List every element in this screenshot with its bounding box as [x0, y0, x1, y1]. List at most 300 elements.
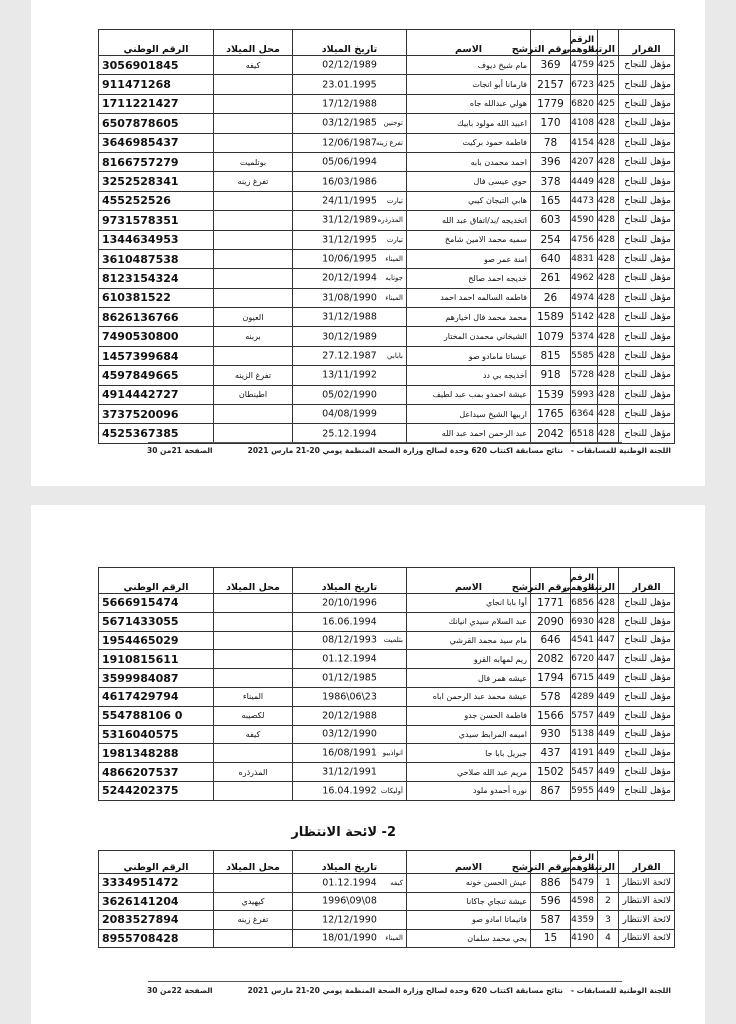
cell-birth-date-value: 01.12.1994	[322, 653, 377, 665]
cell-name: اتخديجه /بد/اتفاق عبد الله	[407, 211, 531, 230]
table-row	[99, 405, 675, 424]
cell-decision: مؤهل للنجاح	[619, 346, 675, 365]
cell-birth-date	[293, 706, 407, 725]
header-decision: القرار	[619, 851, 675, 874]
cell-birth-date-value: 24/11/1995	[322, 195, 377, 207]
cell-name: مريم عبد الله صلاحي	[407, 763, 531, 782]
cell-rank: 425	[598, 75, 619, 94]
cell-birth-date	[293, 327, 407, 346]
table-row	[99, 650, 675, 669]
cell-decision: مؤهل للنجاح	[619, 424, 675, 443]
cell-decision: لائحة الانتظار	[619, 892, 675, 911]
cell-national-id: 7490530800	[99, 327, 214, 346]
footer-title: نتائج مسابقة اكتتاب 620 وحدة لصالح وزارة الصحة المنظمة يومي 20-21 مارس 2021	[247, 446, 563, 455]
cell-virtual-number: 4289	[571, 687, 598, 706]
cell-national-id: 0 554788106	[99, 706, 214, 725]
cell-birth-date	[293, 892, 407, 911]
cell-decision: مؤهل للنجاح	[619, 133, 675, 152]
cell-birth-place	[214, 211, 293, 230]
table-row	[99, 669, 675, 688]
cell-decision: مؤهل للنجاح	[619, 308, 675, 327]
cell-decision: مؤهل للنجاح	[619, 669, 675, 688]
cell-national-id: 911471268	[99, 75, 214, 94]
cell-birth-place	[214, 669, 293, 688]
cell-national-id: 5671433055	[99, 612, 214, 631]
cell-decision: مؤهل للنجاح	[619, 114, 675, 133]
cell-national-id: 5244202375	[99, 781, 214, 800]
cell-birth-place	[214, 133, 293, 152]
cell-decision: مؤهل للنجاح	[619, 781, 675, 800]
cell-birth-place-inline: الميناء	[385, 934, 403, 943]
cell-birth-date	[293, 669, 407, 688]
table-row	[99, 929, 675, 948]
cell-rank: 428	[598, 366, 619, 385]
cell-rank: 428	[598, 172, 619, 191]
cell-birth-date-value: 31/08/1990	[322, 292, 377, 304]
cell-birth-date	[293, 744, 407, 763]
cell-birth-date	[293, 424, 407, 443]
cell-decision: مؤهل للنجاح	[619, 94, 675, 113]
table-row	[99, 612, 675, 631]
table-header-row	[99, 851, 675, 874]
cell-birth-date-value: 05/06/1994	[322, 156, 377, 168]
cell-virtual-number: 5955	[571, 781, 598, 800]
cell-birth-date-value: 05/02/1990	[322, 389, 377, 401]
cell-birth-date-value: 13/11/1992	[322, 369, 377, 381]
cell-name: اعبيد الله مولود بابيك	[407, 114, 531, 133]
cell-name: مام شيخ ديوف	[407, 56, 531, 75]
table-header-row	[99, 568, 675, 594]
cell-birth-date	[293, 75, 407, 94]
cell-decision: مؤهل للنجاح	[619, 650, 675, 669]
cell-birth-date	[293, 385, 407, 404]
footer-organization: اللجنة الوطنية للمسابقات -	[570, 986, 671, 995]
table-row	[99, 56, 675, 75]
header-name: الاسم	[407, 851, 531, 874]
table-row	[99, 763, 675, 782]
table-header-row	[99, 30, 675, 56]
cell-virtual-number: 5457	[571, 763, 598, 782]
cell-birth-place	[214, 612, 293, 631]
cell-name: فاطمة الحسن جدو	[407, 706, 531, 725]
cell-birth-place	[214, 249, 293, 268]
cell-birth-place: بوتلميت	[214, 152, 293, 171]
cell-national-id: 8955708428	[99, 929, 214, 948]
cell-birth-date-value: 03/12/1985	[322, 117, 377, 129]
cell-birth-place	[214, 405, 293, 424]
cell-candidate-number: 2042	[531, 424, 571, 443]
cell-virtual-number: 5993	[571, 385, 598, 404]
cell-candidate-number: 396	[531, 152, 571, 171]
cell-national-id: 3626141204	[99, 892, 214, 911]
cell-birth-place-inline: بابابي	[387, 352, 403, 361]
cell-candidate-number: 369	[531, 56, 571, 75]
header-birth-place: محل الميلاد	[214, 851, 293, 874]
cell-birth-place-inline: الميناء	[385, 293, 403, 302]
cell-birth-place-inline: الميناء	[385, 255, 403, 264]
cell-name: خديجه احمد صالح	[407, 269, 531, 288]
table-row	[99, 706, 675, 725]
cell-virtual-number: 4598	[571, 892, 598, 911]
cell-birth-date	[293, 308, 407, 327]
document-page-22	[31, 505, 705, 1024]
header-birth-date: تاريخ الميلاد	[293, 30, 407, 56]
cell-birth-place: اطينطان	[214, 385, 293, 404]
footer-page-number: الصفحة 21من 30	[147, 446, 213, 455]
cell-name: هولي عبدالله جاه	[407, 94, 531, 113]
cell-birth-date	[293, 133, 407, 152]
cell-rank: 428	[598, 594, 619, 613]
cell-decision: لائحة الانتظار	[619, 874, 675, 893]
cell-birth-date-value: 23\06\1986	[322, 691, 377, 703]
cell-virtual-number: 4756	[571, 230, 598, 249]
cell-birth-date	[293, 191, 407, 210]
cell-birth-date-value: 20/12/1988	[322, 710, 377, 722]
cell-rank: 4	[598, 929, 619, 948]
cell-rank: 428	[598, 308, 619, 327]
cell-candidate-number: 918	[531, 366, 571, 385]
cell-birth-place	[214, 929, 293, 948]
cell-birth-date	[293, 114, 407, 133]
cell-candidate-number: 1794	[531, 669, 571, 688]
header-rank: الرتبة	[598, 568, 619, 594]
cell-candidate-number: 2157	[531, 75, 571, 94]
cell-birth-date	[293, 929, 407, 948]
cell-name: جبريل بابا جا	[407, 744, 531, 763]
cell-candidate-number: 378	[531, 172, 571, 191]
cell-name: اربيها الشيخ سيداعل	[407, 405, 531, 424]
footer-divider	[148, 442, 622, 443]
waitlist-table	[98, 850, 675, 948]
cell-decision: مؤهل للنجاح	[619, 75, 675, 94]
cell-virtual-number: 4190	[571, 929, 598, 948]
cell-birth-place: كيفه	[214, 725, 293, 744]
cell-decision: مؤهل للنجاح	[619, 405, 675, 424]
cell-name: فاطمه السالمه احمد احمد	[407, 288, 531, 307]
cell-birth-place: كيهيدي	[214, 892, 293, 911]
cell-decision: مؤهل للنجاح	[619, 706, 675, 725]
cell-birth-place: لكصيبه	[214, 706, 293, 725]
header-name: الاسم	[407, 30, 531, 56]
header-virtual-number: الرقم الوهمي	[571, 568, 598, 594]
cell-candidate-number: 170	[531, 114, 571, 133]
cell-candidate-number: 1589	[531, 308, 571, 327]
table-row	[99, 269, 675, 288]
cell-national-id: 5666915474	[99, 594, 214, 613]
cell-birth-place: العيون	[214, 308, 293, 327]
cell-name: عيشة محمد عبد الرحمن اباه	[407, 687, 531, 706]
cell-decision: مؤهل للنجاح	[619, 172, 675, 191]
cell-virtual-number: 6856	[571, 594, 598, 613]
cell-virtual-number: 4473	[571, 191, 598, 210]
cell-candidate-number: 2090	[531, 612, 571, 631]
cell-rank: 428	[598, 424, 619, 443]
cell-rank: 428	[598, 211, 619, 230]
cell-national-id: 4914442727	[99, 385, 214, 404]
cell-name: أوا بابا انجاي	[407, 594, 531, 613]
cell-rank: 449	[598, 744, 619, 763]
cell-rank: 449	[598, 669, 619, 688]
cell-birth-place	[214, 75, 293, 94]
cell-virtual-number: 6720	[571, 650, 598, 669]
cell-national-id: 4866207537	[99, 763, 214, 782]
cell-decision: مؤهل للنجاح	[619, 725, 675, 744]
cell-candidate-number: 1539	[531, 385, 571, 404]
cell-birth-place	[214, 874, 293, 893]
header-candidate-number: رقم الترشح	[531, 30, 571, 56]
cell-birth-place	[214, 650, 293, 669]
cell-virtual-number: 4831	[571, 249, 598, 268]
cell-birth-date	[293, 366, 407, 385]
header-national-id: الرقم الوطني	[99, 30, 214, 56]
cell-birth-date-value: 17/12/1988	[322, 98, 377, 110]
cell-virtual-number: 4974	[571, 288, 598, 307]
cell-birth-date	[293, 405, 407, 424]
cell-birth-date	[293, 911, 407, 930]
cell-virtual-number: 4759	[571, 56, 598, 75]
cell-birth-date-value: 23.01.1995	[322, 79, 377, 91]
cell-national-id: 3252528341	[99, 172, 214, 191]
cell-name: بحي محمد سلمان	[407, 929, 531, 948]
cell-name: ريم لمهابه القرو	[407, 650, 531, 669]
cell-birth-date	[293, 230, 407, 249]
cell-birth-date-value: 03/12/1990	[322, 728, 377, 740]
header-rank: الرتبة	[598, 851, 619, 874]
cell-national-id: 5316040575	[99, 725, 214, 744]
cell-virtual-number: 6518	[571, 424, 598, 443]
table-row	[99, 75, 675, 94]
cell-name: فاتيماتا امادو صو	[407, 911, 531, 930]
document-page-21	[31, 0, 705, 486]
cell-birth-place: تفرغ الزينه	[214, 366, 293, 385]
cell-birth-date	[293, 594, 407, 613]
cell-candidate-number: 165	[531, 191, 571, 210]
cell-decision: مؤهل للنجاح	[619, 191, 675, 210]
footer-title: نتائج مسابقة اكتتاب 620 وحدة لصالح وزارة الصحة المنظمة يومي 20-21 مارس 2021	[247, 986, 563, 995]
cell-rank: 428	[598, 405, 619, 424]
cell-rank: 2	[598, 892, 619, 911]
cell-birth-place	[214, 230, 293, 249]
cell-national-id: 455252526	[99, 191, 214, 210]
cell-national-id: 4617429794	[99, 687, 214, 706]
cell-rank: 428	[598, 612, 619, 631]
cell-candidate-number: 603	[531, 211, 571, 230]
cell-virtual-number: 4191	[571, 744, 598, 763]
cell-decision: لائحة الانتظار	[619, 911, 675, 930]
cell-virtual-number: 4359	[571, 911, 598, 930]
cell-virtual-number: 5479	[571, 874, 598, 893]
cell-name: عيش الحسن خونه	[407, 874, 531, 893]
header-virtual-number: الرقم الوهمي	[571, 851, 598, 874]
cell-virtual-number: 5585	[571, 346, 598, 365]
cell-rank: 449	[598, 781, 619, 800]
cell-birth-date-value: 16/08/1991	[322, 747, 377, 759]
cell-national-id: 1981348288	[99, 744, 214, 763]
cell-candidate-number: 587	[531, 911, 571, 930]
table-row	[99, 744, 675, 763]
cell-candidate-number: 1779	[531, 94, 571, 113]
table-row	[99, 781, 675, 800]
cell-birth-date	[293, 288, 407, 307]
cell-birth-date-value: 31/12/1989	[322, 214, 377, 226]
cell-birth-date-value: 01.12.1994	[322, 877, 377, 889]
cell-birth-place	[214, 346, 293, 365]
header-national-id: الرقم الوطني	[99, 851, 214, 874]
cell-birth-date	[293, 612, 407, 631]
cell-candidate-number: 886	[531, 874, 571, 893]
cell-virtual-number: 6715	[571, 669, 598, 688]
cell-decision: لائحة الانتظار	[619, 929, 675, 948]
cell-national-id: 8123154324	[99, 269, 214, 288]
cell-decision: مؤهل للنجاح	[619, 152, 675, 171]
cell-birth-place: بربنه	[214, 327, 293, 346]
cell-birth-date-value: 20/12/1994	[322, 272, 377, 284]
cell-birth-date-value: 20/10/1996	[322, 597, 377, 609]
table-row	[99, 594, 675, 613]
cell-virtual-number: 5374	[571, 327, 598, 346]
cell-birth-date	[293, 687, 407, 706]
results-table-page-21	[98, 29, 675, 444]
header-birth-place: محل الميلاد	[214, 30, 293, 56]
cell-decision: مؤهل للنجاح	[619, 211, 675, 230]
cell-name: الشيخاني محمدن المختار	[407, 327, 531, 346]
section-title-waitlist: 2- لائحة الانتظار	[291, 825, 396, 840]
cell-birth-place-inline: كيفه	[390, 878, 403, 887]
cell-national-id: 1457399684	[99, 346, 214, 365]
cell-candidate-number: 1079	[531, 327, 571, 346]
cell-national-id: 3646985437	[99, 133, 214, 152]
header-birth-date: تاريخ الميلاد	[293, 568, 407, 594]
cell-national-id: 2083527894	[99, 911, 214, 930]
cell-virtual-number: 4449	[571, 172, 598, 191]
cell-birth-date-value: 27.12.1987	[322, 350, 377, 362]
table-row	[99, 346, 675, 365]
cell-decision: مؤهل للنجاح	[619, 631, 675, 650]
cell-decision: مؤهل للنجاح	[619, 56, 675, 75]
cell-candidate-number: 437	[531, 744, 571, 763]
header-virtual-number: الرقم الوهمي	[571, 30, 598, 56]
cell-candidate-number: 867	[531, 781, 571, 800]
cell-decision: مؤهل للنجاح	[619, 288, 675, 307]
cell-birth-place: المذرذره	[214, 763, 293, 782]
cell-birth-place-inline: جونابه	[385, 274, 403, 283]
header-birth-date: تاريخ الميلاد	[293, 851, 407, 874]
cell-birth-date	[293, 152, 407, 171]
cell-rank: 425	[598, 56, 619, 75]
header-national-id: الرقم الوطني	[99, 568, 214, 594]
cell-birth-place	[214, 288, 293, 307]
cell-birth-date	[293, 269, 407, 288]
cell-birth-place	[214, 631, 293, 650]
cell-name: اميمه المرابط سيدي	[407, 725, 531, 744]
cell-rank: 428	[598, 385, 619, 404]
cell-candidate-number: 1771	[531, 594, 571, 613]
header-decision: القرار	[619, 568, 675, 594]
cell-birth-date-value: 04/08/1999	[322, 408, 377, 420]
cell-birth-place	[214, 191, 293, 210]
cell-name: أخديجه بي دد	[407, 366, 531, 385]
cell-birth-place: الميناء	[214, 687, 293, 706]
cell-birth-date	[293, 650, 407, 669]
cell-birth-place	[214, 781, 293, 800]
cell-virtual-number: 4590	[571, 211, 598, 230]
cell-national-id: 8626136766	[99, 308, 214, 327]
cell-national-id: 3056901845	[99, 56, 214, 75]
cell-rank: 425	[598, 94, 619, 113]
cell-national-id: 1711221427	[99, 94, 214, 113]
cell-decision: مؤهل للنجاح	[619, 385, 675, 404]
cell-virtual-number: 5728	[571, 366, 598, 385]
cell-birth-date	[293, 172, 407, 191]
footer-organization: اللجنة الوطنية للمسابقات -	[570, 446, 671, 455]
cell-birth-place: تفرغ زينه	[214, 911, 293, 930]
table-row	[99, 892, 675, 911]
cell-national-id: 8166757279	[99, 152, 214, 171]
cell-name: عيشة تنجاي جاكانا	[407, 892, 531, 911]
cell-rank: 3	[598, 911, 619, 930]
cell-virtual-number: 4962	[571, 269, 598, 288]
cell-candidate-number: 930	[531, 725, 571, 744]
cell-candidate-number: 596	[531, 892, 571, 911]
table-row	[99, 911, 675, 930]
cell-name: عبد الرحمن احمد عبد الله	[407, 424, 531, 443]
cell-birth-date-value: 25.12.1994	[322, 428, 377, 440]
cell-name: عيشة احمدو بمب عبد لطيف	[407, 385, 531, 404]
cell-birth-date-value: 30/12/1989	[322, 331, 377, 343]
cell-national-id: 9731578351	[99, 211, 214, 230]
cell-birth-date-value: 31/12/1988	[322, 311, 377, 323]
cell-birth-date-value: 02/12/1989	[322, 59, 377, 71]
table-row	[99, 172, 675, 191]
cell-decision: مؤهل للنجاح	[619, 612, 675, 631]
cell-birth-place-inline: تفرغ زينه	[376, 138, 403, 147]
cell-birth-place: تفرغ زينه	[214, 172, 293, 191]
cell-virtual-number: 6930	[571, 612, 598, 631]
cell-name: فارمانا أبو انجات	[407, 75, 531, 94]
cell-national-id: 610381522	[99, 288, 214, 307]
table-row	[99, 725, 675, 744]
header-candidate-number: رقم الترشح	[531, 851, 571, 874]
cell-rank: 428	[598, 269, 619, 288]
cell-virtual-number: 4108	[571, 114, 598, 133]
cell-birth-date-value: 31/12/1995	[322, 234, 377, 246]
table-row	[99, 114, 675, 133]
cell-name: مام سيد محمد القرشي	[407, 631, 531, 650]
cell-virtual-number: 4541	[571, 631, 598, 650]
cell-name: امنة عمر صو	[407, 249, 531, 268]
cell-candidate-number: 254	[531, 230, 571, 249]
cell-virtual-number: 4154	[571, 133, 598, 152]
cell-national-id: 3599984087	[99, 669, 214, 688]
cell-birth-place	[214, 114, 293, 133]
cell-name: سميه محمد الامين شامخ	[407, 230, 531, 249]
cell-birth-date-value: 01/12/1985	[322, 672, 377, 684]
cell-candidate-number: 261	[531, 269, 571, 288]
table-row	[99, 94, 675, 113]
cell-national-id: 1910815611	[99, 650, 214, 669]
cell-rank: 428	[598, 133, 619, 152]
cell-birth-place	[214, 94, 293, 113]
table-row	[99, 366, 675, 385]
cell-candidate-number: 15	[531, 929, 571, 948]
cell-virtual-number: 6723	[571, 75, 598, 94]
cell-name: عيساتا مامادو صو	[407, 346, 531, 365]
cell-virtual-number: 6820	[571, 94, 598, 113]
cell-birth-date-value: 12/06/1987	[322, 137, 377, 149]
cell-name: عبد السلام سيدي انيانك	[407, 612, 531, 631]
table-row	[99, 249, 675, 268]
cell-birth-date	[293, 249, 407, 268]
